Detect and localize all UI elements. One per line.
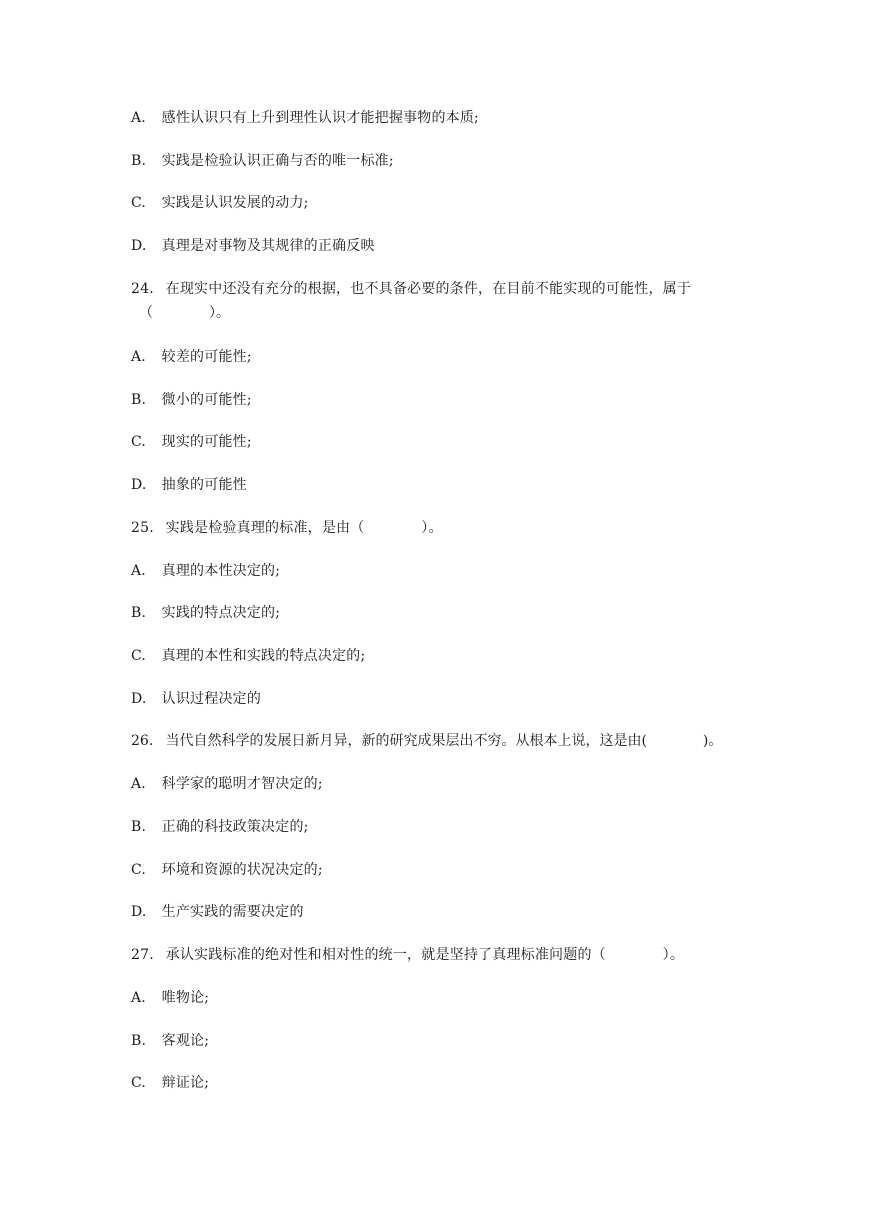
option-label: A. xyxy=(131,776,146,792)
question-continuation: （ ）。 xyxy=(139,305,230,321)
question-line xyxy=(131,946,684,964)
option-label: D. xyxy=(131,477,147,493)
option-line xyxy=(131,562,280,580)
question-text: 承认实践标准的绝对性和相对性的统一，就是坚持了真理标准问题的（ ）。 xyxy=(165,947,685,963)
option-label: A. xyxy=(131,110,146,126)
option-label: A. xyxy=(131,563,146,579)
option-label: D. xyxy=(131,691,147,707)
question-number: 26. xyxy=(131,733,154,749)
option-text: 辩证论; xyxy=(161,1075,210,1091)
question-number: 27. xyxy=(131,947,154,963)
option-line xyxy=(131,861,323,879)
option-line xyxy=(131,391,252,409)
option-line xyxy=(131,433,252,451)
option-line xyxy=(131,194,309,212)
option-text: 实践是认识发展的动力; xyxy=(161,195,309,211)
option-label: C. xyxy=(131,195,147,211)
option-text: 现实的可能性; xyxy=(161,434,252,450)
option-text: 实践的特点决定的; xyxy=(161,605,281,621)
option-text: 抽象的可能性 xyxy=(161,477,247,493)
question-number: 25. xyxy=(131,520,154,536)
option-text: 感性认识只有上升到理性认识才能把握事物的本质; xyxy=(161,110,479,126)
option-text: 较差的可能性; xyxy=(161,349,252,365)
option-line xyxy=(131,237,375,255)
option-text: 环境和资源的状况决定的; xyxy=(161,862,323,878)
option-text: 客观论; xyxy=(161,1033,210,1049)
option-line xyxy=(131,604,280,622)
option-text: 真理的本性和实践的特点决定的; xyxy=(161,648,366,664)
option-label: D. xyxy=(131,904,147,920)
option-text: 认识过程决定的 xyxy=(161,691,262,707)
question-text: 在现实中还没有充分的根据，也不具备必要的条件，在目前不能实现的可能性，属于 xyxy=(165,281,692,297)
option-line xyxy=(131,989,209,1007)
option-text: 真理是对事物及其规律的正确反映 xyxy=(161,238,375,254)
option-line xyxy=(131,152,394,170)
option-label: C. xyxy=(131,648,147,664)
option-label: C. xyxy=(131,1075,147,1091)
question-text: 当代自然科学的发展日新月异，新的研究成果层出不穷。从根本上说，这是由( )。 xyxy=(165,733,723,749)
option-text: 实践是检验认识正确与否的唯一标准; xyxy=(161,153,394,169)
option-text: 微小的可能性; xyxy=(161,392,252,408)
option-line xyxy=(131,775,323,793)
option-line xyxy=(131,1032,209,1050)
option-label: B. xyxy=(131,392,147,408)
option-label: A. xyxy=(131,990,146,1006)
option-label: B. xyxy=(131,819,147,835)
question-number: 24. xyxy=(131,281,154,297)
option-text: 生产实践的需要决定的 xyxy=(161,904,304,920)
option-text: 科学家的聪明才智决定的; xyxy=(161,776,323,792)
option-label: A. xyxy=(131,349,146,365)
option-label: C. xyxy=(131,434,147,450)
option-label: D. xyxy=(131,238,147,254)
option-line xyxy=(131,690,261,708)
option-label: B. xyxy=(131,1033,147,1049)
option-line xyxy=(131,818,309,836)
question-line xyxy=(131,732,722,750)
option-label: C. xyxy=(131,862,147,878)
option-text: 正确的科技政策决定的; xyxy=(161,819,309,835)
option-line xyxy=(131,903,304,921)
option-line xyxy=(131,476,247,494)
option-line xyxy=(131,647,365,665)
question-line xyxy=(131,519,443,537)
option-line xyxy=(131,109,479,127)
question-line xyxy=(131,280,691,298)
question-text: 实践是检验真理的标准，是由（ ）。 xyxy=(165,520,443,536)
option-line xyxy=(131,348,252,366)
option-text: 唯物论; xyxy=(161,990,210,1006)
option-line xyxy=(131,1074,209,1092)
option-text: 真理的本性决定的; xyxy=(161,563,281,579)
option-label: B. xyxy=(131,153,147,169)
option-label: B. xyxy=(131,605,147,621)
